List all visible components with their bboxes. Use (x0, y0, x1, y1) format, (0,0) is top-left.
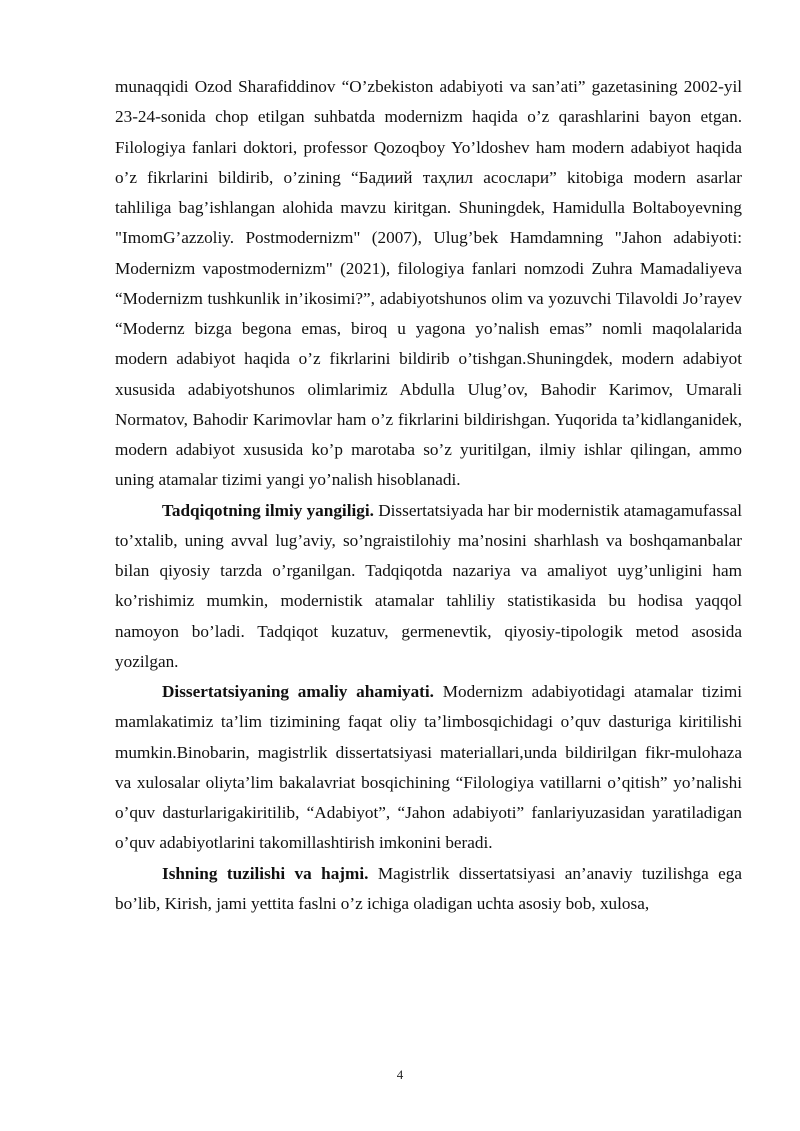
section-heading: Ishning tuzilishi va hajmi. (162, 863, 369, 883)
paragraph-text: Magistrlik dissertatsiyasi an’anaviy tuzilishga ega bo’lib, Kirish, jami yettita faslni o’z ichiga oladigan uchta asosiy bob, xulosa, (115, 863, 742, 913)
paragraph-practical-significance (115, 677, 742, 859)
paragraph-text: Modernizm adabiyotidagi atamalar tizimi mamlakatimiz ta’lim tizimining faqat oliy ta’limbosqichidagi o’quv dasturiga kiritilishi mumkin.Binobarin, magistrlik dissertatsiyasi materiallari,unda bildirilgan fikr-mulohaza va xulosalar oliyta’lim bakalavriat bosqichining “Filologiya vatillarni o’qitish” yo’nalishi o’quv dasturlarigakiritilib, “Adabiyot”, “Jahon adabiyoti” fanlariyuzasidan yaratiladigan o’quv adabiyotlarini takomillashtirish imkonini beradi. (115, 682, 742, 853)
section-heading: Tadqiqotning ilmiy yangiligi. (162, 500, 374, 520)
paragraph-intro-continuation (115, 72, 742, 496)
paragraph-structure-and-volume (115, 859, 742, 920)
paragraph-text: Dissertatsiyada har bir modernistik atamagamufassal to’xtalib, uning avval lug’aviy, so’ngraistilohiy ma’nosini sharhlash va boshqamanbalar bilan qiyosiy tarzda o’rganilgan. Tadqiqotda nazariya va amaliyot uyg’unligini ham ko’rishimiz mumkin, modernistik atamalar tahliliy statistikasida bu hodisa yaqqol namoyon bo’ladi. Tadqiqot kuzatuv, germenevtik, qiyosiy-tipologik metod asosida yozilgan. (115, 500, 742, 671)
paragraph-text: munaqqidi Ozod Sharafiddinov “O’zbekiston adabiyoti va san’ati” gazetasining 2002-yil 23-24-sonida chop etilgan suhbatda modernizm haqida o’z qarashlarini bayon etgan. Filologiya fanlari doktori, professor Qozoqboy Yo’ldoshev ham modern adabiyot haqida o’z fikrlarini bildirib, o’zining “Бадиий таҳлил асослари” kitobiga modern asarlar tahliliga bag’ishlangan alohida mavzu kiritgan. Shuningdek, Hamidulla Boltaboyevning "ImomG’azzoliy. Postmodernizm" (2007), Ulug’bek Hamdamning "Jahon adabiyoti: Modernizm vapostmodernizm" (2021), filologiya fanlari nomzodi Zuhra Mamadaliyeva “Modernizm tushkunlik in’ikosimi?”, adabiyotshunos olim va yozuvchi Tilavoldi Jo’rayev “Modernz bizga begona emas, biroq u yagona yo’nalish emas” nomli maqolalarida modern adabiyot haqida o’z fikrlarini bildirib o’tishgan.Shuningdek, modern adabiyot xususida adabiyotshunos olimlarimiz Abdulla Ulug’ov, Bahodir Karimov, Umarali Normatov, Bahodir Karimovlar ham o’z fikrlarini bildirishgan. Yuqorida ta’kidlanganidek, modern adabiyot xususida ko’p marotaba so’z yuritilgan, ilmiy ishlar qilingan, ammo uning atamalar tizimi yangi yo’nalish hisoblanadi. (115, 77, 742, 490)
body-text (115, 72, 742, 919)
section-heading: Dissertatsiyaning amaliy ahamiyati. (162, 682, 434, 701)
paragraph-scientific-novelty (115, 496, 742, 678)
page-number: 4 (396, 1067, 404, 1082)
